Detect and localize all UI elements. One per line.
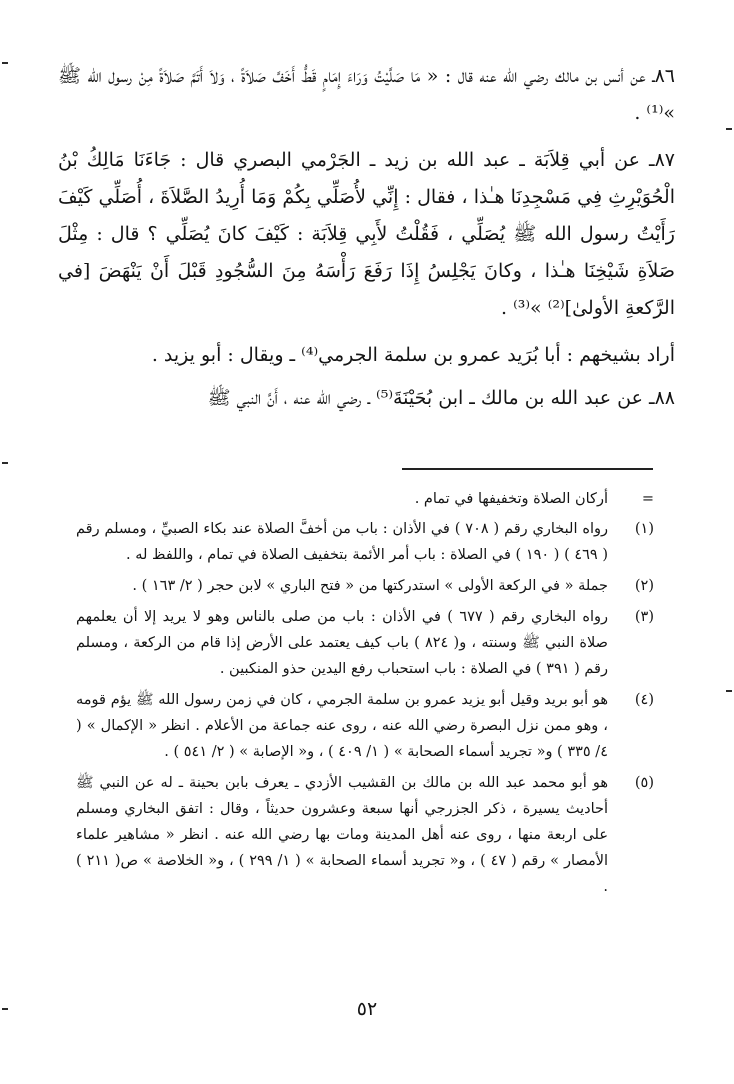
footnote-2: [76, 573, 654, 599]
main-text: [58, 58, 675, 427]
commentary: أراد بشيخهم : أبا بُرَيد عمرو بن سلمة الجرمي⁽⁴⁾ ـ ويقال : أبو يزيد .: [151, 344, 675, 366]
hadith-88: ٨٨ـ عن عبد الله بن مالك ـ ابن بُحَيْنَةَ⁽⁵⁾ ـ رضي الله عنه ، أَنَّ النبي ﷺ: [207, 387, 675, 409]
footnote-number: (٥): [634, 775, 654, 791]
footnote-text: رواه البخاري رقم ( ٧٠٨ ) في الأذان : باب من أخفَّ الصلاة عند بكاء الصبيِّ ، ومسلم رقم ( ٤٦٩ ) ( ١٩٠ ) في الصلاة : باب أمر الأئمة بتخفيف الصلاة في تمام ، واللفظ له .: [76, 521, 608, 563]
hadith-86: ٨٦ـ عن أنس بن مالك رضي الله عنه قال : « مَا صَلَّيْتُ وَرَاءَ إِمَامٍ قَطُّ أَخَفَّ صَلاَةً ، وَلاَ أَتَمَّ صَلاَةً مِنْ رسول الله ﷺ »⁽¹⁾ .: [58, 65, 675, 124]
footnote-text: جملة « في الركعة الأولى » استدركتها من « فتح الباري » لابن حجر ( ٢/ ١٦٣ ) .: [132, 578, 608, 594]
footnote-separator: [402, 468, 653, 470]
footnote-4: [76, 687, 654, 765]
page-number: ٥٢: [356, 998, 378, 1020]
footnote-text: هو أبو محمد عبد الله بن مالك بن القشيب الأزدي ـ يعرف بابن بحينة ـ له عن النبي ﷺ أحاديث يسيرة ، ذكر الجزرجي أنها سبعة وعشرون حديثاً ، وقال : اتفق البخاري ومسلم على اربعة منها ، روى عنه أهل المدينة ومات بها رضي الله عنه . انظر « مشاهير علماء الأمصار » رقم ( ٤٧ ) ، و« تجريد أسماء الصحابة » ( ١/ ٢٩٩ ) ، و« الخلاصة » ص( ٢١١ ) .: [76, 775, 609, 895]
footnote-number: (٢): [634, 578, 654, 594]
footnotes: [76, 486, 654, 905]
scan-mark-right-top: [726, 128, 732, 130]
scan-mark-left-mid: [2, 462, 8, 464]
hadith-87: ٨٧ـ عن أبي قِلاَبَة ـ عبد الله بن زيد ـ الجَرْمي البصري قال : جَاءَنَا مَالِكُ بْنُ الْحُوَيْرِثِ فِي مَسْجِدِنَا هـٰذا ، فقال : إِنِّي لأُصَلِّي بِكُمْ وَمَا أُرِيدُ الصَّلاَةَ ، أُصَلِّي كَيْفَ رَأَيْتُ رسول الله ﷺ يُصَلِّي ، فَقُلْتُ لأَبِي قِلاَبَة : كَيْفَ كانَ يُصَلِّي ؟ قال : مِثْلَ صَلاَةِ شَيْخِنَا هـٰذا ، وكانَ يَجْلِسُ إِذَا رَفَعَ رَأْسَهُ مِنَ السُّجُودِ قَبْلَ أَنْ يَنْهَضَ [في الرَّكعةِ الأولىٰ]⁽²⁾ »⁽³⁾ .: [58, 149, 675, 319]
footnote-continuation: [76, 486, 654, 512]
footnote-3: [76, 604, 654, 682]
scan-mark-right-mid: [726, 690, 732, 692]
footnote-1: [76, 516, 654, 568]
continuation-marker: =: [641, 491, 654, 507]
footnote-number: (٣): [634, 609, 654, 625]
footnote-number: (٤): [634, 692, 654, 708]
footnote-5: [76, 770, 654, 900]
footnote-text: رواه البخاري رقم ( ٦٧٧ ) في الأذان : باب من صلى بالناس وهو لا يريد إلا أن يعلمهم صلاة النبي ﷺ وسنته ، و( ٨٢٤ ) باب كيف يعتمد على الأرض إذا قام من الركعة ، ومسلم رقم ( ٣٩١ ) في الصلاة : باب استحباب رفع اليدين حذو المنكبين .: [76, 609, 609, 677]
continuation-text: أركان الصلاة وتخفيفها في تمام .: [414, 491, 608, 507]
footnote-number: (١): [634, 521, 654, 537]
scan-mark-left-top: [2, 62, 8, 64]
footnote-text: هو أبو بريد وقيل أبو يزيد عمرو بن سلمة الجرمي ، كان في زمن رسول الله ﷺ يؤم قومه ، وهو ممن نزل البصرة رضي الله عنه ، روى عنه جماعة من الأعلام . انظر « الإكمال » ( ٤/ ٣٣٥ ) و« تجريد أسماء الصحابة » ( ١/ ٤٠٩ ) ، و« الإصابة » ( ٢/ ٥٤١ ) .: [76, 692, 608, 760]
